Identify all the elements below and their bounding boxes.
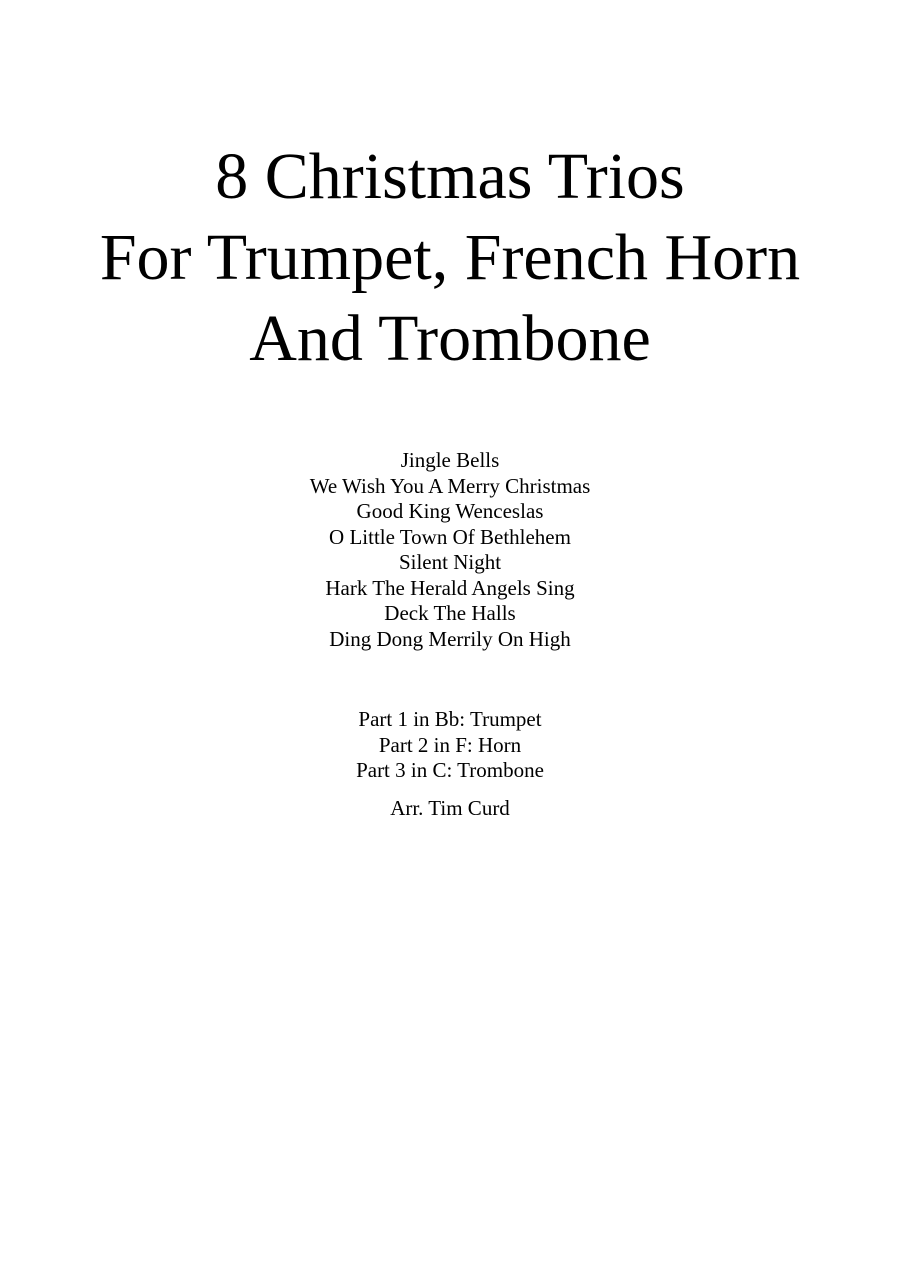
page-title xyxy=(0,136,900,379)
song-item: O Little Town Of Bethlehem xyxy=(329,524,571,549)
song-item: Silent Night xyxy=(398,550,502,574)
song-item: Jingle Bells xyxy=(400,448,500,472)
title-line-2: For Trumpet, French Horn xyxy=(99,221,801,294)
title-line-3: And Trombone xyxy=(249,302,651,375)
arranger-credit: Arr. Tim Curd xyxy=(390,796,510,820)
song-item: Deck The Halls xyxy=(384,601,516,625)
part-item: Part 2 in F: Horn xyxy=(378,732,522,757)
title-line-1: 8 Christmas Trios xyxy=(215,140,685,213)
song-item: Hark The Herald Angels Sing xyxy=(325,575,575,600)
song-list xyxy=(0,448,900,652)
parts-list xyxy=(0,707,900,784)
song-item: Good King Wenceslas xyxy=(356,499,544,523)
part-item: Part 1 in Bb: Trumpet xyxy=(358,707,542,731)
song-item: We Wish You A Merry Christmas xyxy=(309,473,591,498)
song-item: Ding Dong Merrily On High xyxy=(329,626,571,651)
part-item: Part 3 in C: Trombone xyxy=(356,758,544,782)
